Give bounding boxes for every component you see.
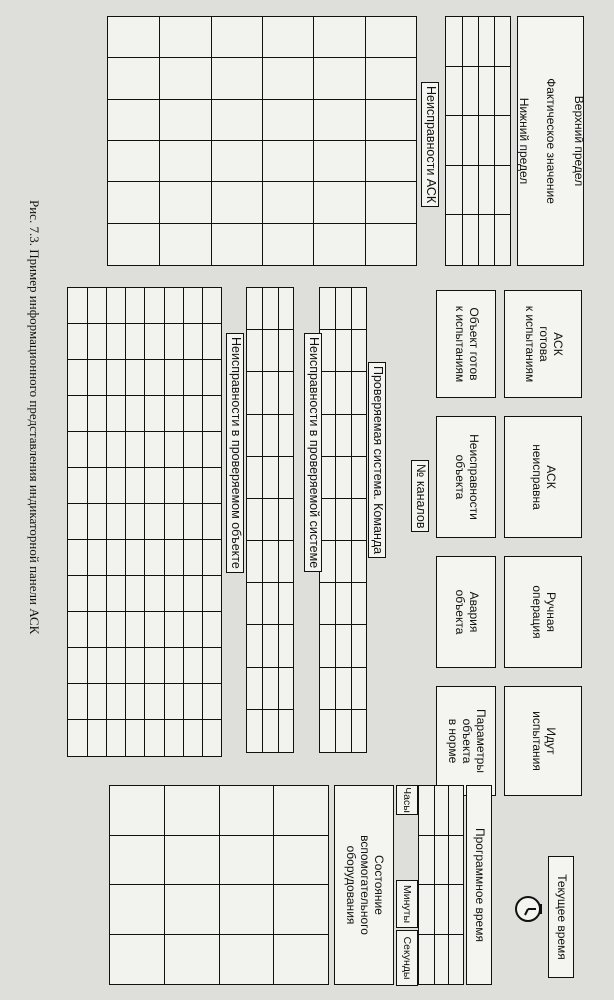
grid-cell: [448, 935, 463, 985]
grid-cell: [108, 17, 159, 58]
system-faults-grid: [246, 287, 294, 753]
grid-cell: [247, 541, 262, 583]
grid-cell: [108, 182, 159, 223]
grid-cell: [125, 648, 144, 684]
grid-cell: [313, 58, 364, 99]
grid-cell: [335, 583, 350, 625]
grid-cell: [145, 324, 164, 360]
grid-cell: [202, 648, 221, 684]
grid-cell: [262, 457, 277, 499]
grid-cell: [108, 141, 159, 182]
grid-cell: [164, 288, 183, 324]
grid-cell: [202, 396, 221, 432]
grid-cell: [446, 67, 462, 117]
grid-cell: [183, 720, 202, 756]
grid-cell: [165, 786, 220, 836]
grid-cell: [278, 625, 293, 667]
grid-cell: [335, 330, 350, 372]
grid-cell: [183, 684, 202, 720]
grid-cell: [446, 166, 462, 216]
grid-cell: [145, 612, 164, 648]
grid-cell: [262, 668, 277, 710]
aux-equipment-state-label: Состояние вспомогательного оборудования: [334, 785, 394, 985]
grid-cell: [478, 67, 494, 117]
object-params-indicator: Параметры объекта в норме: [436, 686, 496, 796]
grid-cell: [335, 710, 350, 752]
grid-cell: [145, 648, 164, 684]
grid-cell: [365, 141, 416, 182]
grid-cell: [159, 224, 210, 265]
grid-cell: [247, 288, 262, 330]
ask-faulty-indicator: АСК неисправна: [504, 416, 582, 538]
grid-cell: [478, 166, 494, 216]
grid-cell: [125, 432, 144, 468]
grid-cell: [262, 330, 277, 372]
grid-cell: [262, 17, 313, 58]
grid-cell: [183, 540, 202, 576]
grid-cell: [68, 360, 87, 396]
grid-cell: [87, 288, 106, 324]
grid-cell: [106, 288, 125, 324]
grid-cell: [448, 836, 463, 886]
grid-cell: [110, 786, 165, 836]
ask-ready-indicator: АСК готова к испытаниям: [504, 290, 582, 398]
grid-cell: [262, 583, 277, 625]
grid-cell: [494, 67, 510, 117]
grid-cell: [262, 541, 277, 583]
grid-cell: [164, 468, 183, 504]
grid-cell: [446, 17, 462, 67]
grid-cell: [68, 324, 87, 360]
grid-cell: [87, 612, 106, 648]
object-ready-indicator: Объект готов к испытаниям: [436, 290, 496, 398]
grid-cell: [125, 468, 144, 504]
grid-cell: [125, 360, 144, 396]
grid-cell: [159, 58, 210, 99]
grid-cell: [165, 836, 220, 886]
grid-cell: [106, 720, 125, 756]
grid-cell: [87, 684, 106, 720]
grid-cell: [106, 612, 125, 648]
grid-cell: [202, 504, 221, 540]
grid-cell: [478, 17, 494, 67]
grid-cell: [202, 360, 221, 396]
system-command-label: Проверяемая система. Команда: [368, 362, 386, 558]
grid-cell: [68, 432, 87, 468]
current-time-label: Текущее время: [548, 856, 574, 978]
grid-cell: [68, 540, 87, 576]
grid-cell: [262, 224, 313, 265]
grid-cell: [494, 116, 510, 166]
testing-indicator: Идут испытания: [504, 686, 582, 796]
grid-cell: [274, 885, 329, 935]
grid-cell: [434, 935, 449, 985]
grid-cell: [183, 648, 202, 684]
grid-cell: [262, 625, 277, 667]
grid-cell: [351, 288, 366, 330]
object-faults-label: Неисправности в проверяемом объекте: [226, 333, 244, 573]
grid-cell: [87, 432, 106, 468]
grid-cell: [125, 540, 144, 576]
object-accident-indicator: Авария объекта: [436, 556, 496, 668]
grid-cell: [106, 468, 125, 504]
grid-cell: [247, 457, 262, 499]
grid-cell: [106, 684, 125, 720]
grid-cell: [462, 67, 478, 117]
program-time-grid: [418, 785, 464, 985]
grid-cell: [145, 540, 164, 576]
grid-cell: [351, 625, 366, 667]
grid-cell: [446, 116, 462, 166]
grid-cell: [87, 468, 106, 504]
grid-cell: [164, 720, 183, 756]
grid-cell: [159, 182, 210, 223]
grid-cell: [164, 576, 183, 612]
grid-cell: [262, 141, 313, 182]
grid-cell: [462, 17, 478, 67]
grid-cell: [313, 141, 364, 182]
grid-cell: [87, 396, 106, 432]
grid-cell: [313, 224, 364, 265]
grid-cell: [164, 540, 183, 576]
grid-cell: [478, 116, 494, 166]
grid-cell: [262, 58, 313, 99]
grid-cell: [247, 668, 262, 710]
grid-cell: [494, 17, 510, 67]
grid-cell: [87, 504, 106, 540]
grid-cell: [313, 182, 364, 223]
grid-cell: [262, 415, 277, 457]
grid-cell: [494, 215, 510, 265]
grid-cell: [106, 432, 125, 468]
figure-caption: Рис. 7.3. Пример информационного представления индикаторной панели АСК: [27, 200, 42, 635]
minutes-label: Минуты: [396, 880, 418, 928]
grid-cell: [335, 541, 350, 583]
grid-cell: [419, 836, 434, 886]
grid-cell: [106, 576, 125, 612]
grid-cell: [68, 648, 87, 684]
grid-cell: [211, 58, 262, 99]
grid-cell: [68, 468, 87, 504]
grid-cell: [247, 583, 262, 625]
grid-cell: [211, 100, 262, 141]
program-time-label: Программное время: [466, 785, 492, 985]
grid-cell: [365, 100, 416, 141]
grid-cell: [108, 100, 159, 141]
grid-cell: [351, 372, 366, 414]
grid-cell: [125, 720, 144, 756]
grid-cell: [494, 166, 510, 216]
grid-cell: [164, 648, 183, 684]
grid-cell: [202, 684, 221, 720]
grid-cell: [365, 17, 416, 58]
grid-cell: [68, 396, 87, 432]
grid-cell: [183, 612, 202, 648]
grid-cell: [219, 935, 274, 985]
grid-cell: [247, 499, 262, 541]
grid-cell: [145, 288, 164, 324]
limits-box: [517, 16, 584, 266]
grid-cell: [262, 182, 313, 223]
grid-cell: [87, 360, 106, 396]
grid-cell: [219, 885, 274, 935]
grid-cell: [274, 935, 329, 985]
grid-cell: [365, 224, 416, 265]
grid-cell: [87, 720, 106, 756]
grid-cell: [462, 116, 478, 166]
aux-equipment-grid: [109, 785, 329, 985]
grid-cell: [211, 182, 262, 223]
grid-cell: [68, 612, 87, 648]
grid-cell: [247, 372, 262, 414]
grid-cell: [202, 720, 221, 756]
grid-cell: [365, 182, 416, 223]
grid-cell: [183, 324, 202, 360]
grid-cell: [183, 576, 202, 612]
grid-cell: [68, 576, 87, 612]
ask-faults-grid: [107, 16, 417, 266]
grid-cell: [106, 648, 125, 684]
grid-cell: [106, 504, 125, 540]
grid-cell: [351, 541, 366, 583]
grid-cell: [202, 432, 221, 468]
grid-cell: [202, 324, 221, 360]
grid-cell: [278, 499, 293, 541]
grid-cell: [320, 330, 335, 372]
grid-cell: [434, 786, 449, 836]
grid-cell: [462, 215, 478, 265]
grid-cell: [145, 432, 164, 468]
grid-cell: [462, 166, 478, 216]
grid-cell: [313, 100, 364, 141]
grid-cell: [247, 710, 262, 752]
grid-cell: [320, 668, 335, 710]
grid-cell: [278, 668, 293, 710]
system-faults-label: Неисправности в проверяемой системе: [304, 333, 322, 572]
grid-cell: [365, 58, 416, 99]
grid-cell: [183, 504, 202, 540]
grid-cell: [434, 885, 449, 935]
grid-cell: [164, 504, 183, 540]
grid-cell: [335, 288, 350, 330]
grid-cell: [110, 885, 165, 935]
grid-cell: [351, 415, 366, 457]
grid-cell: [446, 215, 462, 265]
grid-cell: [320, 415, 335, 457]
grid-cell: [183, 288, 202, 324]
hours-label: Часы: [396, 785, 418, 815]
grid-cell: [145, 360, 164, 396]
grid-cell: [335, 625, 350, 667]
grid-cell: [478, 215, 494, 265]
grid-cell: [278, 288, 293, 330]
grid-cell: [110, 935, 165, 985]
grid-cell: [159, 141, 210, 182]
manual-operation-indicator: Ручная операция: [504, 556, 582, 668]
grid-cell: [335, 457, 350, 499]
grid-cell: [125, 504, 144, 540]
grid-cell: [164, 360, 183, 396]
grid-cell: [320, 625, 335, 667]
grid-cell: [125, 576, 144, 612]
grid-cell: [202, 612, 221, 648]
clock-icon: [512, 893, 544, 925]
grid-cell: [183, 468, 202, 504]
grid-cell: [262, 372, 277, 414]
grid-cell: [183, 432, 202, 468]
channels-label: № каналов: [411, 460, 429, 532]
grid-cell: [320, 372, 335, 414]
grid-cell: [202, 576, 221, 612]
grid-cell: [448, 786, 463, 836]
grid-cell: [219, 786, 274, 836]
grid-cell: [419, 935, 434, 985]
grid-cell: [278, 330, 293, 372]
grid-cell: [211, 141, 262, 182]
grid-cell: [278, 583, 293, 625]
system-command-grid: [319, 287, 367, 753]
grid-cell: [434, 836, 449, 886]
grid-cell: [183, 396, 202, 432]
grid-cell: [87, 540, 106, 576]
grid-cell: [274, 786, 329, 836]
grid-cell: [320, 710, 335, 752]
grid-cell: [419, 885, 434, 935]
grid-cell: [125, 324, 144, 360]
grid-cell: [164, 396, 183, 432]
grid-cell: [419, 786, 434, 836]
grid-cell: [247, 415, 262, 457]
grid-cell: [320, 288, 335, 330]
grid-cell: [351, 583, 366, 625]
grid-cell: [125, 396, 144, 432]
grid-cell: [145, 396, 164, 432]
grid-cell: [145, 576, 164, 612]
grid-cell: [145, 468, 164, 504]
grid-cell: [320, 499, 335, 541]
upper-limit-label: Верхний предел: [571, 95, 586, 187]
grid-cell: [125, 612, 144, 648]
grid-cell: [262, 100, 313, 141]
grid-cell: [278, 372, 293, 414]
grid-cell: [145, 720, 164, 756]
grid-cell: [87, 576, 106, 612]
grid-cell: [164, 612, 183, 648]
grid-cell: [320, 541, 335, 583]
grid-cell: [202, 540, 221, 576]
grid-cell: [68, 288, 87, 324]
grid-cell: [106, 540, 125, 576]
grid-cell: [262, 499, 277, 541]
grid-cell: [335, 668, 350, 710]
grid-cell: [211, 224, 262, 265]
grid-cell: [183, 360, 202, 396]
grid-cell: [145, 684, 164, 720]
grid-cell: [351, 668, 366, 710]
grid-cell: [159, 17, 210, 58]
seconds-label: Секунды: [396, 930, 418, 986]
grid-cell: [351, 457, 366, 499]
grid-cell: [108, 58, 159, 99]
grid-cell: [106, 324, 125, 360]
grid-cell: [165, 885, 220, 935]
grid-cell: [68, 684, 87, 720]
grid-cell: [159, 100, 210, 141]
object-faults-grid: [67, 287, 222, 757]
grid-cell: [335, 499, 350, 541]
grid-cell: [262, 710, 277, 752]
grid-cell: [320, 457, 335, 499]
grid-cell: [165, 935, 220, 985]
grid-cell: [87, 648, 106, 684]
grid-cell: [87, 324, 106, 360]
object-faults-indicator: Неисправности объекта: [436, 416, 496, 538]
grid-cell: [247, 625, 262, 667]
grid-cell: [164, 324, 183, 360]
grid-cell: [145, 504, 164, 540]
grid-cell: [274, 836, 329, 886]
grid-cell: [108, 224, 159, 265]
limits-grid: [445, 16, 511, 266]
grid-cell: [106, 396, 125, 432]
grid-cell: [278, 710, 293, 752]
grid-cell: [278, 541, 293, 583]
grid-cell: [219, 836, 274, 886]
actual-value-label: Фактическое значение: [544, 78, 559, 204]
grid-cell: [313, 17, 364, 58]
grid-cell: [211, 17, 262, 58]
grid-cell: [351, 330, 366, 372]
grid-cell: [448, 885, 463, 935]
grid-cell: [110, 836, 165, 886]
ask-faults-label: Неисправности АСК: [421, 82, 439, 207]
grid-cell: [278, 415, 293, 457]
lower-limit-label: Нижний предел: [516, 97, 531, 185]
grid-cell: [164, 432, 183, 468]
grid-cell: [164, 684, 183, 720]
grid-cell: [68, 504, 87, 540]
grid-cell: [202, 468, 221, 504]
grid-cell: [125, 288, 144, 324]
grid-cell: [68, 720, 87, 756]
grid-cell: [106, 360, 125, 396]
grid-cell: [125, 684, 144, 720]
grid-cell: [351, 710, 366, 752]
grid-cell: [351, 499, 366, 541]
grid-cell: [262, 288, 277, 330]
grid-cell: [247, 330, 262, 372]
grid-cell: [335, 415, 350, 457]
grid-cell: [278, 457, 293, 499]
grid-cell: [202, 288, 221, 324]
grid-cell: [335, 372, 350, 414]
grid-cell: [320, 583, 335, 625]
